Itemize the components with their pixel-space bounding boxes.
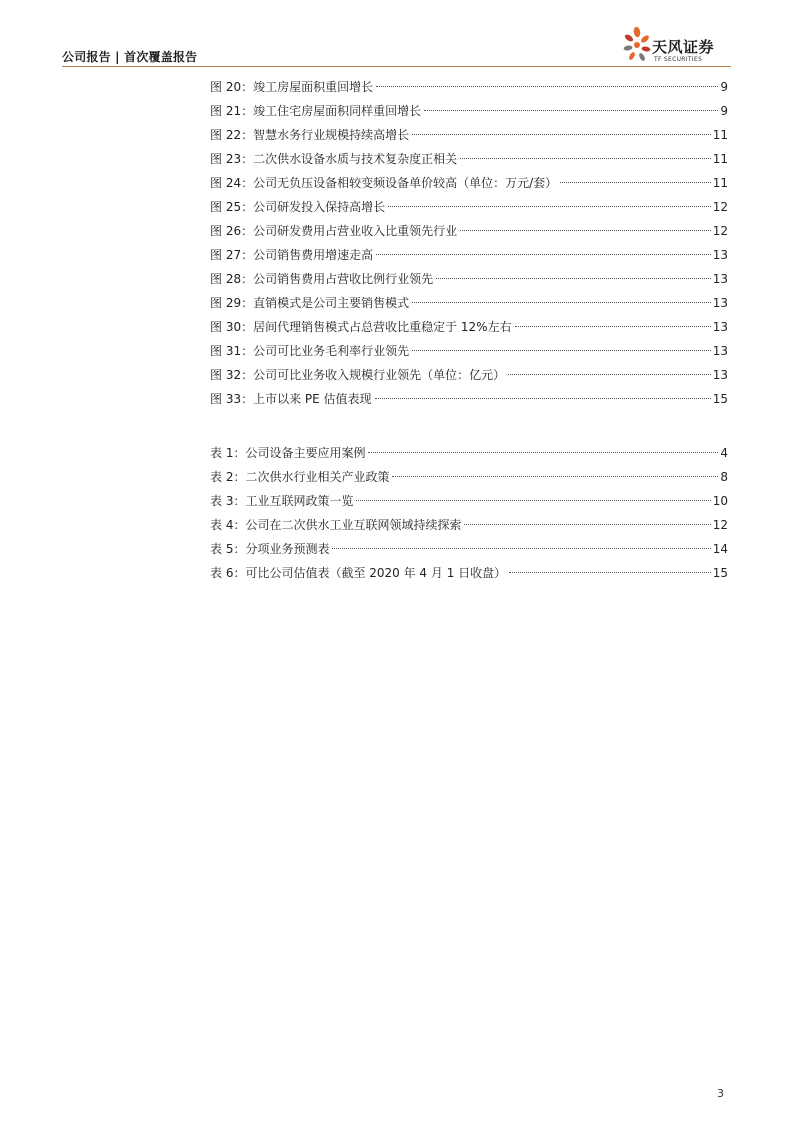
- dot-leader: [560, 182, 711, 183]
- dot-leader: [376, 86, 718, 87]
- toc-entry-page: 13: [712, 320, 728, 334]
- toc-entry-page: 11: [712, 128, 728, 142]
- toc-entry-figure-28[interactable]: [210, 267, 728, 291]
- page-number: 3: [717, 1087, 724, 1100]
- toc-entry-page: 12: [712, 200, 728, 214]
- toc-entry-page: 13: [712, 368, 728, 382]
- dot-leader: [508, 374, 711, 375]
- toc-entry-figure-22[interactable]: [210, 123, 728, 147]
- dot-leader: [368, 452, 718, 453]
- toc-entry-figure-30[interactable]: [210, 315, 728, 339]
- toc-entry-figure-29[interactable]: [210, 291, 728, 315]
- toc-entry-label: 图 28：公司销售费用占营收比例行业领先: [210, 272, 434, 286]
- figure-index-list: [210, 75, 728, 411]
- flower-logo-icon: [622, 24, 652, 68]
- toc-entry-page: 8: [720, 470, 728, 484]
- toc-entry-label: 图 23：二次供水设备水质与技术复杂度正相关: [210, 152, 458, 166]
- toc-entry-page: 13: [712, 344, 728, 358]
- toc-entry-figure-21[interactable]: [210, 99, 728, 123]
- toc-entry-page: 12: [712, 518, 728, 532]
- toc-entry-page: 12: [712, 224, 728, 238]
- toc-entry-page: 11: [712, 176, 728, 190]
- dot-leader: [464, 524, 710, 525]
- toc-entry-figure-23[interactable]: [210, 147, 728, 171]
- toc-entry-page: 13: [712, 296, 728, 310]
- toc-entry-figure-24[interactable]: [210, 171, 728, 195]
- dot-leader: [375, 398, 711, 399]
- toc-entry-table-1[interactable]: [210, 441, 728, 465]
- dot-leader: [412, 302, 711, 303]
- dot-leader: [392, 476, 718, 477]
- toc-entry-figure-31[interactable]: [210, 339, 728, 363]
- toc-entry-label: 表 2：二次供水行业相关产业政策: [210, 470, 390, 484]
- dot-leader: [412, 350, 711, 351]
- toc-entry-table-2[interactable]: [210, 465, 728, 489]
- toc-entry-figure-25[interactable]: [210, 195, 728, 219]
- toc-entry-page: 9: [720, 104, 728, 118]
- toc-entry-label: 图 24：公司无负压设备相较变频设备单价较高（单位：万元/套）: [210, 176, 558, 190]
- toc-entry-label: 图 26：公司研发费用占营业收入比重领先行业: [210, 224, 458, 238]
- toc-entry-label: 图 27：公司销售费用增速走高: [210, 248, 374, 262]
- dot-leader: [460, 158, 711, 159]
- logo-english-name: TF SECURITIES: [654, 56, 703, 63]
- toc-entry-label: 图 25：公司研发投入保持高增长: [210, 200, 386, 214]
- report-type-title: 公司报告 | 首次覆盖报告: [62, 50, 198, 64]
- toc-entry-figure-26[interactable]: [210, 219, 728, 243]
- toc-entry-label: 表 1：公司设备主要应用案例: [210, 446, 366, 460]
- toc-entry-table-4[interactable]: [210, 513, 728, 537]
- toc-entry-page: 15: [712, 566, 728, 580]
- toc-entry-page: 11: [712, 152, 728, 166]
- toc-entry-label: 图 29：直销模式是公司主要销售模式: [210, 296, 410, 310]
- toc-entry-table-6[interactable]: [210, 561, 728, 585]
- toc-entry-table-3[interactable]: [210, 489, 728, 513]
- toc-entry-label: 表 6：可比公司估值表（截至 2020 年 4 月 1 日收盘）: [210, 566, 507, 580]
- toc-entry-label: 表 5：分项业务预测表: [210, 542, 330, 556]
- toc-entry-table-5[interactable]: [210, 537, 728, 561]
- toc-entry-label: 图 32：公司可比业务收入规模行业领先（单位：亿元）: [210, 368, 506, 382]
- dot-leader: [436, 278, 711, 279]
- toc-entry-page: 15: [712, 392, 728, 406]
- dot-leader: [424, 110, 718, 111]
- toc-entry-page: 9: [720, 80, 728, 94]
- dot-leader: [509, 572, 711, 573]
- toc-entry-label: 图 20：竣工房屋面积重回增长: [210, 80, 374, 94]
- dot-leader: [332, 548, 710, 549]
- dot-leader: [356, 500, 710, 501]
- dot-leader: [376, 254, 711, 255]
- logo-chinese-name: 天风证券: [652, 38, 715, 56]
- toc-entry-label: 图 30：居间代理销售模式占总营收比重稳定于 12%左右: [210, 320, 512, 334]
- toc-entry-label: 表 3：工业互联网政策一览: [210, 494, 354, 508]
- toc-entry-page: 13: [712, 248, 728, 262]
- toc-entry-page: 10: [712, 494, 728, 508]
- toc-entry-page: 4: [720, 446, 728, 460]
- toc-entry-label: 表 4：公司在二次供水工业互联网领域持续探索: [210, 518, 462, 532]
- toc-entry-page: 13: [712, 272, 728, 286]
- toc-entry-label: 图 22：智慧水务行业规模持续高增长: [210, 128, 410, 142]
- company-logo: [622, 24, 734, 68]
- dot-leader: [412, 134, 711, 135]
- toc-entry-label: 图 21：竣工住宅房屋面积同样重回增长: [210, 104, 422, 118]
- table-index-list: [210, 441, 728, 585]
- dot-leader: [388, 206, 711, 207]
- toc-entry-figure-32[interactable]: [210, 363, 728, 387]
- toc-entry-figure-20[interactable]: [210, 75, 728, 99]
- dot-leader: [460, 230, 711, 231]
- toc-entry-figure-27[interactable]: [210, 243, 728, 267]
- toc-entry-label: 图 31：公司可比业务毛利率行业领先: [210, 344, 410, 358]
- toc-entry-label: 图 33：上市以来 PE 估值表现: [210, 392, 372, 406]
- toc-entry-figure-33[interactable]: [210, 387, 728, 411]
- dot-leader: [515, 326, 711, 327]
- toc-entry-page: 14: [712, 542, 728, 556]
